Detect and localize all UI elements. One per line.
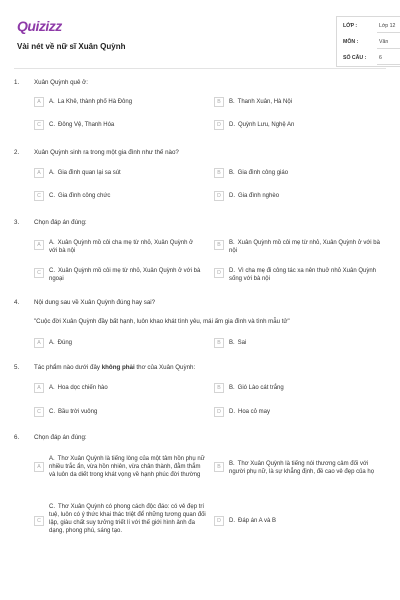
question-text: Nội dung sau về Xuân Quỳnh đúng hay sai? xyxy=(34,299,156,306)
option-box: C xyxy=(34,268,44,278)
question-number: 3. xyxy=(14,219,20,226)
question-2: 2. Xuân Quỳnh sinh ra trong một gia đình như thế nào? A A. Gia đình quan lại sa sút B B. Gia đình công giáo C C. Gia đình công chức D D. Gia đình nghèo xyxy=(14,149,289,199)
question-number: 2. xyxy=(14,149,20,156)
quiz-title: Vài nét về nữ sĩ Xuân Quỳnh xyxy=(17,42,126,51)
question-4: 4. Nội dung sau về Xuân Quỳnh đúng hay sai? "Cuộc đời Xuân Quỳnh đầy bất hạnh, luôn khao khát tình yêu, mái ấm gia đình và tình mẫu tử" A A. Đúng B B. Sai xyxy=(14,299,290,346)
option-box: A xyxy=(34,383,44,393)
option-box: B xyxy=(214,338,224,348)
option-box: D xyxy=(214,516,224,526)
option-box: A xyxy=(34,97,44,107)
question-1: 1. Xuân Quỳnh quê ở: A A. La Khê, thành phố Hà Đông B B. Thanh Xuân, Hà Nội C C. Đông Vệ, Thanh Hóa D D. Quỳnh Lưu, Nghệ An xyxy=(14,79,295,128)
info-label: SỐ CÂU : xyxy=(343,55,367,61)
option-box: A xyxy=(34,168,44,178)
question-text: Chọn đáp án đúng: xyxy=(34,219,87,226)
option-box: B xyxy=(214,240,224,250)
option-box: B xyxy=(214,97,224,107)
question-5: 5. Tác phẩm nào dưới đây không phải thơ của Xuân Quỳnh: A A. Hoa dọc chiến hào B B. Gió Lào cát trắng C C. Bầu trời vuông D D. Hoa cỏ may xyxy=(14,364,284,415)
option-box: C xyxy=(34,516,44,526)
option-box: D xyxy=(214,120,224,130)
option-box: A xyxy=(34,240,44,250)
question-number: 6. xyxy=(14,434,20,441)
header-divider xyxy=(14,68,386,69)
info-value: Văn xyxy=(379,39,389,45)
question-number: 4. xyxy=(14,299,20,306)
quizizz-logo: Quizizz xyxy=(17,18,62,34)
question-number: 5. xyxy=(14,364,20,371)
worksheet-header xyxy=(14,10,396,68)
info-label: LỚP : xyxy=(343,23,358,29)
option-box: B xyxy=(214,168,224,178)
question-6: 6. Chọn đáp án đúng: A A. Thơ Xuân Quỳnh là tiếng lòng của một tâm hồn phụ nữ nhiều trắc ẩn, vừa hồn nhiên, vừa chân thành, đằm thắm và luôn da diết trong khát vọng về hạnh phúc đời thường B B. Thơ Xuân Quỳnh là tiếng nói thương cảm đối với người phụ nữ, là sự khẳng định, đề cao vẻ đẹp của họ C C. Thơ Xuân Quỳnh có phong cách độc đáo: có vẻ đẹp trí tuệ, luôn có ý thức khai thác triệt để những tương quan đối lập, giàu chất suy tưởng triết lí với thế giới hình ảnh đa dạng, phong phú, sáng tạo. D D. Đáp án A và B xyxy=(14,434,375,534)
question-number: 1. xyxy=(14,79,20,86)
option-box: B xyxy=(214,462,224,472)
option-box: C xyxy=(34,191,44,201)
question-text: Chọn đáp án đúng: xyxy=(34,434,87,441)
option-box: A xyxy=(34,338,44,348)
option-box: D xyxy=(214,268,224,278)
option-box: D xyxy=(214,191,224,201)
emphasis-text: không phải xyxy=(101,364,135,371)
question-quote: "Cuộc đời Xuân Quỳnh đầy bất hạnh, luôn khao khát tình yêu, mái ấm gia đình và tình mẫu tử" xyxy=(34,318,290,325)
info-value: 6 xyxy=(379,55,382,61)
info-row-subject xyxy=(343,35,400,49)
info-row-class xyxy=(343,19,400,33)
option-box: D xyxy=(214,407,224,417)
option-box: A xyxy=(34,462,44,472)
option-box: C xyxy=(34,120,44,130)
question-text: Tác phẩm nào dưới đây không phải thơ của Xuân Quỳnh: xyxy=(34,364,196,371)
info-value: Lớp 12 xyxy=(379,23,396,29)
option-box: B xyxy=(214,383,224,393)
info-label: MÔN : xyxy=(343,39,359,45)
question-text: Xuân Quỳnh quê ở: xyxy=(34,79,88,86)
option-box: C xyxy=(34,407,44,417)
info-row-question-count xyxy=(343,51,400,65)
quiz-info-box xyxy=(336,16,400,67)
question-text: Xuân Quỳnh sinh ra trong một gia đình như thế nào? xyxy=(34,149,179,156)
question-3: 3. Chọn đáp án đúng: A A. Xuân Quỳnh mồ côi cha mẹ từ nhỏ, Xuân Quỳnh ở với bà nội B B. Xuân Quỳnh mồ côi mẹ từ nhỏ, Xuân Quỳnh ở với bà nội C C. Xuân Quỳnh mồ côi mẹ từ nhỏ, Xuân Quỳnh ở với bà ngoại D D. Vì cha mẹ đi công tác xa nên thuở nhỏ Xuân Quỳnh sống với bà nội xyxy=(14,219,380,282)
